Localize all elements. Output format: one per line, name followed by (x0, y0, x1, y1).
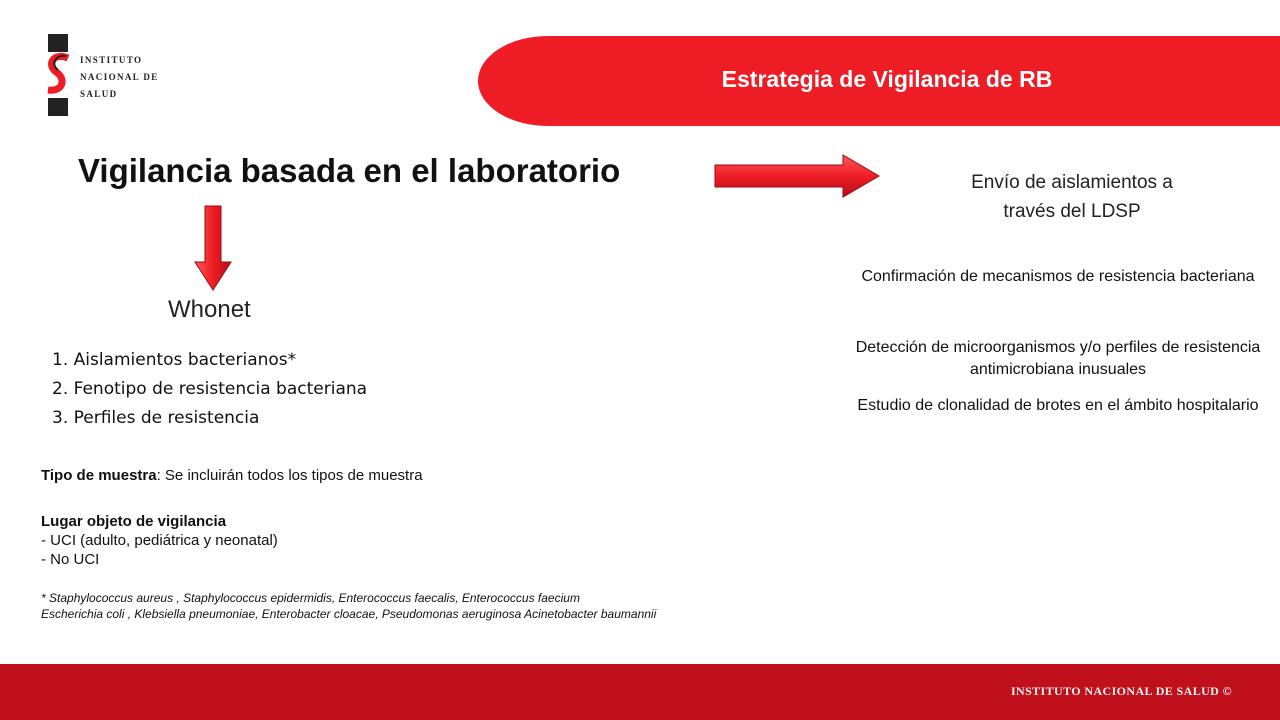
place-item: - No UCI (41, 551, 100, 568)
heading-line-1: Envío de aislamientos a (971, 172, 1173, 193)
header-banner (478, 36, 1280, 126)
surveillance-place (41, 512, 278, 569)
place-title: Lugar objeto de vigilancia (41, 513, 227, 530)
specimen-text: : Se incluirán todos los tipos de muestra (156, 467, 423, 484)
isolate-shipping-heading (922, 168, 1222, 226)
footer-text: INSTITUTO NACIONAL DE SALUD © (1010, 684, 1232, 698)
page-title: Vigilancia basada en el laboratorio (78, 152, 621, 189)
ins-logo-text (80, 52, 159, 103)
footnote-line-1: * Staphylococcus aureus , Staphylococcus epidermidis, Enterococcus faecalis, Enterococcus faecium (41, 591, 580, 605)
specimen-label: Tipo de muestra (41, 467, 157, 484)
right-item-detection: Detección de microorganismos y/o perfiles de resistencia antimicrobiana inusuales (855, 339, 1261, 378)
list-item: 2. Fenotipo de resistencia bacteriana (52, 379, 368, 399)
header-title: Estrategia de Vigilancia de RB (721, 66, 1053, 92)
logo-line-3: SALUD (80, 89, 118, 99)
species-footnote (41, 590, 761, 622)
heading-line-2: través del LDSP (1003, 201, 1141, 222)
footer-bar (0, 664, 1280, 720)
right-item-clonality: Estudio de clonalidad de brotes en el ámbito hospitalario (857, 397, 1259, 414)
surveillance-list (52, 346, 367, 433)
ins-logo (44, 34, 194, 118)
arrow-down-icon (193, 204, 233, 292)
arrow-right-icon (713, 153, 883, 199)
place-item: - UCI (adulto, pediátrica y neonatal) (41, 532, 278, 549)
logo-line-2: NACIONAL DE (80, 72, 159, 82)
list-item: 1. Aislamientos bacterianos* (52, 350, 297, 370)
whonet-label: Whonet (168, 296, 251, 323)
logo-line-1: INSTITUTO (80, 55, 143, 65)
right-item-confirmation: Confirmación de mecanismos de resistencia bacteriana (861, 268, 1255, 285)
specimen-type (41, 467, 423, 484)
list-item: 3. Perfiles de resistencia (52, 408, 260, 428)
ins-logo-mark-icon (44, 34, 74, 116)
footnote-line-2: Escherichia coli , Klebsiella pneumoniae, Enterobacter cloacae, Pseudomonas aeruginosa Acinetobacter baumannii (41, 607, 657, 621)
